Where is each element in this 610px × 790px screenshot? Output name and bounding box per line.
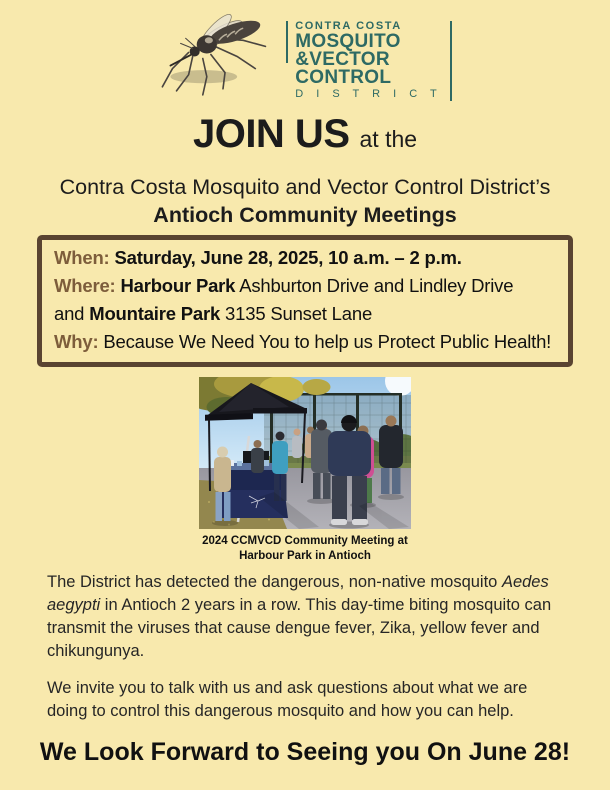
p1-start: The District has detected the dangerous, non-native mosquito (47, 573, 502, 591)
p1-species-italic: Aedes aegypti (47, 573, 549, 614)
logo-wordmark (286, 18, 452, 102)
body-text (47, 571, 563, 723)
photo-caption-line-1: 2024 CCMVCD Community Meeting at (202, 535, 408, 547)
where-label: Where: (54, 275, 116, 296)
paragraph-invite: We invite you to talk with us and ask questions about what we are doing to control this dangerous mosquito and how you can help. (47, 679, 528, 720)
when-label: When: (54, 247, 110, 268)
why-label: Why: (54, 331, 99, 352)
event-details-box (37, 235, 573, 367)
when-line (54, 244, 560, 272)
community-meeting-photo-image (199, 377, 411, 529)
p1-end: in Antioch 2 years in a row. This day-time biting mosquito can transmit the viruses that cause dengue fever, Zika, yellow fever and chikungunya. (47, 596, 552, 660)
meeting-title: Antioch Community Meetings (153, 203, 457, 227)
photo-caption (199, 534, 411, 564)
why-value: Because We Need You to help us Protect Public Health! (103, 331, 552, 352)
where-line (54, 272, 560, 328)
when-value: Saturday, June 28, 2025, 10 a.m. – 2 p.m. (114, 247, 462, 268)
join-us-text: JOIN US (192, 112, 350, 156)
logo-line-vector: &VECTOR (295, 49, 390, 70)
why-line (54, 328, 560, 356)
paragraph-detection (47, 571, 563, 663)
photo-caption-line-2: Harbour Park in Antioch (239, 550, 371, 562)
where-park-2: Mountaire Park (89, 303, 221, 324)
where-and: and (54, 303, 85, 324)
org-subtitle: Contra Costa Mosquito and Vector Control District’s (59, 175, 551, 199)
where-address-2: 3135 Sunset Lane (225, 303, 373, 324)
logo-line-district: D I S T R I C T (295, 88, 442, 100)
logo-line-mosquito: MOSQUITO (295, 31, 401, 52)
logo-line-contra-costa: CONTRA COSTA (295, 20, 402, 32)
community-meeting-photo (199, 377, 411, 564)
district-logo (0, 0, 610, 106)
closing-heading: We Look Forward to Seeing you On June 28! (39, 738, 571, 766)
where-park-1: Harbour Park (120, 275, 236, 296)
where-address-1: Ashburton Drive and Lindley Drive (239, 275, 514, 296)
at-the-text: at the (359, 126, 418, 152)
logo-line-control: CONTROL (295, 67, 392, 88)
mosquito-icon (158, 10, 290, 106)
join-us-heading (0, 110, 610, 167)
